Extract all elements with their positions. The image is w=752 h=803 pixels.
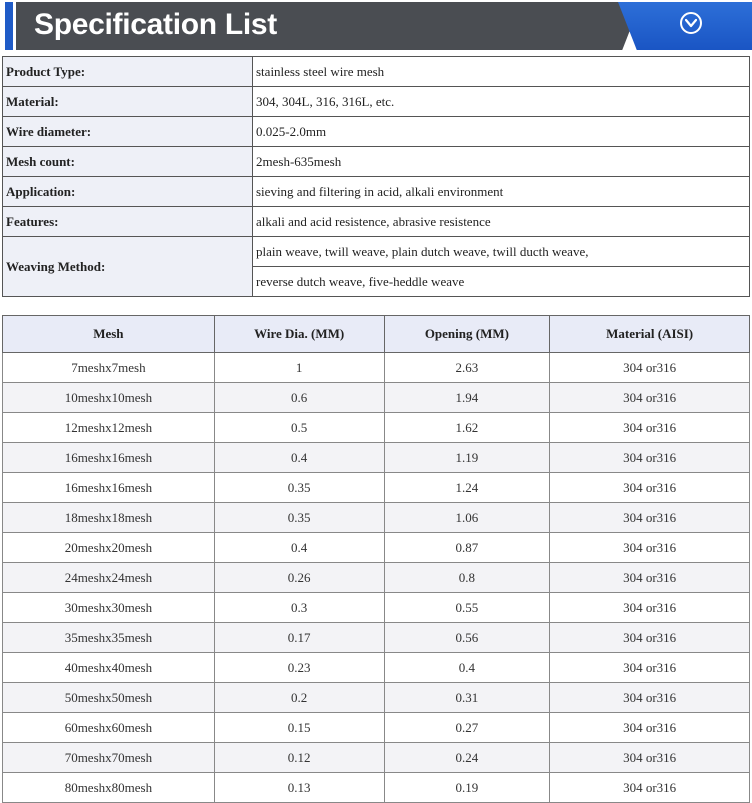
- column-header-mesh: Mesh: [3, 316, 215, 353]
- mesh-cell: 16meshx16mesh: [3, 473, 215, 503]
- table-row: [3, 443, 750, 473]
- spec-row-application: [3, 177, 750, 207]
- opening-cell: 1.06: [384, 503, 550, 533]
- table-row: [3, 533, 750, 563]
- material-cell: 304 or316: [550, 743, 750, 773]
- table-row: [3, 383, 750, 413]
- spec-value: 304, 304L, 316, 316L, etc.: [253, 87, 750, 117]
- mesh-cell: 80meshx80mesh: [3, 773, 215, 803]
- spec-row-mesh-count: [3, 147, 750, 177]
- spec-value: stainless steel wire mesh: [253, 57, 750, 87]
- wire-dia-cell: 0.4: [214, 533, 384, 563]
- opening-cell: 0.4: [384, 653, 550, 683]
- opening-cell: 0.56: [384, 623, 550, 653]
- table-row: [3, 683, 750, 713]
- wire-dia-cell: 0.15: [214, 713, 384, 743]
- opening-cell: 0.8: [384, 563, 550, 593]
- wire-dia-cell: 0.35: [214, 503, 384, 533]
- wire-dia-cell: 0.13: [214, 773, 384, 803]
- spec-row-weaving-method: [3, 237, 750, 267]
- page-title: Specification List: [34, 8, 277, 41]
- wire-dia-cell: 0.17: [214, 623, 384, 653]
- material-cell: 304 or316: [550, 533, 750, 563]
- mesh-cell: 16meshx16mesh: [3, 443, 215, 473]
- spec-label: Product Type:: [3, 57, 253, 87]
- mesh-cell: 24meshx24mesh: [3, 563, 215, 593]
- mesh-table-body: [3, 353, 750, 803]
- table-row: [3, 773, 750, 803]
- mesh-cell: 60meshx60mesh: [3, 713, 215, 743]
- material-cell: 304 or316: [550, 413, 750, 443]
- mesh-table: [2, 315, 750, 803]
- material-cell: 304 or316: [550, 773, 750, 803]
- chevron-down-icon: [685, 18, 697, 28]
- spec-label: Material:: [3, 87, 253, 117]
- mesh-cell: 50meshx50mesh: [3, 683, 215, 713]
- mesh-cell: 10meshx10mesh: [3, 383, 215, 413]
- collapse-toggle-button[interactable]: [680, 12, 702, 34]
- table-row: [3, 593, 750, 623]
- wire-dia-cell: 0.6: [214, 383, 384, 413]
- column-header-wire-dia: Wire Dia. (MM): [214, 316, 384, 353]
- spec-label: Application:: [3, 177, 253, 207]
- material-cell: 304 or316: [550, 443, 750, 473]
- spec-value: reverse dutch weave, five-heddle weave: [253, 267, 750, 297]
- table-row: [3, 743, 750, 773]
- spec-row-wire-diameter: [3, 117, 750, 147]
- material-cell: 304 or316: [550, 623, 750, 653]
- opening-cell: 1.19: [384, 443, 550, 473]
- table-row: [3, 653, 750, 683]
- opening-cell: 0.31: [384, 683, 550, 713]
- wire-dia-cell: 0.26: [214, 563, 384, 593]
- spec-value: 2mesh-635mesh: [253, 147, 750, 177]
- material-cell: 304 or316: [550, 593, 750, 623]
- opening-cell: 0.24: [384, 743, 550, 773]
- spec-table: [2, 56, 750, 297]
- table-row: [3, 503, 750, 533]
- table-row: [3, 353, 750, 383]
- spec-row-material: [3, 87, 750, 117]
- table-row: [3, 473, 750, 503]
- opening-cell: 0.87: [384, 533, 550, 563]
- spec-value: sieving and filtering in acid, alkali environment: [253, 177, 750, 207]
- spec-row-features: [3, 207, 750, 237]
- material-cell: 304 or316: [550, 653, 750, 683]
- wire-dia-cell: 0.3: [214, 593, 384, 623]
- mesh-cell: 18meshx18mesh: [3, 503, 215, 533]
- table-row: [3, 413, 750, 443]
- wire-dia-cell: 0.4: [214, 443, 384, 473]
- table-row: [3, 563, 750, 593]
- column-header-material: Material (AISI): [550, 316, 750, 353]
- wire-dia-cell: 0.5: [214, 413, 384, 443]
- specification-banner: [0, 2, 752, 50]
- spec-label: Mesh count:: [3, 147, 253, 177]
- opening-cell: 0.27: [384, 713, 550, 743]
- wire-dia-cell: 0.2: [214, 683, 384, 713]
- banner-accent-bar: [5, 2, 13, 50]
- mesh-cell: 70meshx70mesh: [3, 743, 215, 773]
- wire-dia-cell: 0.23: [214, 653, 384, 683]
- material-cell: 304 or316: [550, 713, 750, 743]
- opening-cell: 0.55: [384, 593, 550, 623]
- material-cell: 304 or316: [550, 383, 750, 413]
- table-row: [3, 623, 750, 653]
- material-cell: 304 or316: [550, 503, 750, 533]
- mesh-header-row: [3, 316, 750, 353]
- material-cell: 304 or316: [550, 473, 750, 503]
- spec-value: plain weave, twill weave, plain dutch weave, twill ducth weave,: [253, 237, 750, 267]
- material-cell: 304 or316: [550, 683, 750, 713]
- opening-cell: 1.94: [384, 383, 550, 413]
- opening-cell: 1.62: [384, 413, 550, 443]
- column-header-opening: Opening (MM): [384, 316, 550, 353]
- mesh-cell: 20meshx20mesh: [3, 533, 215, 563]
- mesh-cell: 30meshx30mesh: [3, 593, 215, 623]
- opening-cell: 1.24: [384, 473, 550, 503]
- wire-dia-cell: 0.35: [214, 473, 384, 503]
- spec-row-product-type: [3, 57, 750, 87]
- mesh-cell: 35meshx35mesh: [3, 623, 215, 653]
- wire-dia-cell: 1: [214, 353, 384, 383]
- material-cell: 304 or316: [550, 563, 750, 593]
- table-row: [3, 713, 750, 743]
- spec-label: Wire diameter:: [3, 117, 253, 147]
- wire-dia-cell: 0.12: [214, 743, 384, 773]
- spec-value: alkali and acid resistence, abrasive resistence: [253, 207, 750, 237]
- mesh-cell: 12meshx12mesh: [3, 413, 215, 443]
- spec-value: 0.025-2.0mm: [253, 117, 750, 147]
- spec-label: Features:: [3, 207, 253, 237]
- mesh-cell: 40meshx40mesh: [3, 653, 215, 683]
- opening-cell: 0.19: [384, 773, 550, 803]
- material-cell: 304 or316: [550, 353, 750, 383]
- mesh-cell: 7meshx7mesh: [3, 353, 215, 383]
- opening-cell: 2.63: [384, 353, 550, 383]
- spec-label: Weaving Method:: [3, 237, 253, 297]
